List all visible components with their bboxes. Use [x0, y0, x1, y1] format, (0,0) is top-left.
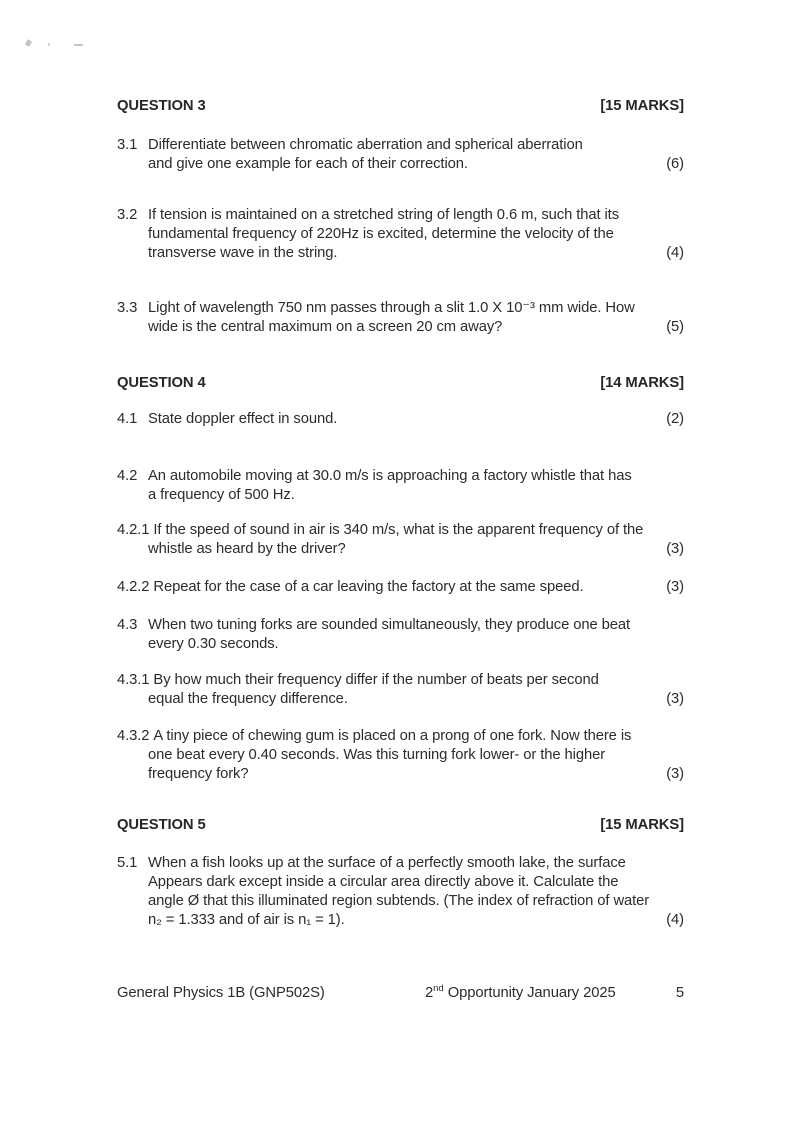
question-3-total-marks: [15 MARKS]: [600, 98, 684, 114]
page-content: [117, 97, 684, 1003]
item-number: 3.2: [117, 207, 138, 223]
item-text-line: State doppler effect in sound.: [148, 411, 338, 427]
item-text-line: By how much their frequency differ if the number of beats per second: [153, 672, 599, 688]
item-text-line: one beat every 0.40 seconds. Was this turning fork lower- or the higher: [148, 747, 606, 763]
item-number: 4.2: [117, 468, 138, 484]
question-4-heading: [117, 374, 684, 393]
item-text-line: fundamental frequency of 220Hz is excited, determine the velocity of the: [148, 226, 614, 242]
item-number: 4.3.2: [117, 728, 150, 744]
question-item-5-1: [117, 854, 684, 930]
scan-artifact: [48, 43, 50, 46]
item-text-line: Differentiate between chromatic aberration and spherical aberration: [148, 137, 583, 153]
question-item-4-2: [117, 467, 684, 505]
item-text-line: angle Ø that this illuminated region subtends. (The index of refraction of water: [148, 893, 650, 909]
scan-artifact: [74, 44, 83, 46]
item-text-line: and give one example for each of their correction.: [148, 156, 468, 172]
footer-course-code: General Physics 1B (GNP502S): [117, 985, 325, 1001]
footer-session-ordinal: nd: [433, 983, 444, 995]
question-5-total-marks: [15 MARKS]: [600, 817, 684, 833]
question-item-4-3-1: [117, 671, 684, 709]
item-text-line: whistle as heard by the driver?: [148, 541, 346, 557]
question-item-3-2: [117, 206, 684, 263]
question-4-title: QUESTION 4: [117, 375, 206, 391]
item-text-line: An automobile moving at 30.0 m/s is approaching a factory whistle that has: [148, 468, 632, 484]
item-text-line: equal the frequency difference.: [148, 691, 348, 707]
item-text-line: Light of wavelength 750 nm passes through a slit 1.0 X 10⁻³ mm wide. How: [148, 300, 635, 316]
item-number: 4.2.1: [117, 522, 150, 538]
item-text-line: frequency fork?: [148, 766, 249, 782]
item-text-line: every 0.30 seconds.: [148, 636, 279, 652]
item-text-line: If tension is maintained on a stretched string of length 0.6 m, such that its: [148, 207, 619, 223]
question-item-4-2-1: [117, 521, 684, 559]
item-text-line: Repeat for the case of a car leaving the factory at the same speed.: [153, 579, 584, 595]
item-marks: (6): [666, 156, 684, 172]
question-item-4-3-2: [117, 727, 684, 784]
question-item-4-3: [117, 616, 684, 654]
question-item-4-2-2: [117, 578, 684, 597]
item-marks: (3): [666, 691, 684, 707]
footer-page-number: 5: [675, 985, 684, 1001]
scan-artifact: [25, 39, 32, 47]
item-number: 4.1: [117, 411, 138, 427]
footer-session-rest: Opportunity January 2025: [443, 985, 616, 1001]
question-5-heading: [117, 816, 684, 835]
question-5-title: QUESTION 5: [117, 817, 206, 833]
item-marks: (2): [666, 411, 684, 427]
item-text-line: transverse wave in the string.: [148, 245, 338, 261]
page-footer: [117, 984, 684, 1003]
item-number: 4.3: [117, 617, 138, 633]
item-number: 5.1: [117, 855, 138, 871]
item-text-line: When a fish looks up at the surface of a perfectly smooth lake, the surface: [148, 855, 626, 871]
item-number: 4.2.2: [117, 579, 150, 595]
question-3-title: QUESTION 3: [117, 98, 206, 114]
item-marks: (3): [666, 766, 684, 782]
item-text-line: A tiny piece of chewing gum is placed on a prong of one fork. Now there is: [153, 728, 632, 744]
item-marks: (5): [666, 319, 684, 335]
item-number: 3.3: [117, 300, 138, 316]
question-3-heading: [117, 97, 684, 116]
question-item-3-3: [117, 299, 684, 337]
item-text-line: Appears dark except inside a circular area directly above it. Calculate the: [148, 874, 619, 890]
question-4-total-marks: [14 MARKS]: [600, 375, 684, 391]
item-number: 3.1: [117, 137, 138, 153]
item-text-line: If the speed of sound in air is 340 m/s, what is the apparent frequency of the: [153, 522, 644, 538]
item-marks: (4): [666, 912, 684, 928]
item-text-line: n₂ = 1.333 and of air is n₁ = 1).: [148, 912, 345, 928]
item-number: 4.3.1: [117, 672, 150, 688]
question-item-3-1: [117, 136, 684, 174]
footer-session-prefix: 2: [425, 985, 434, 1001]
item-marks: (3): [666, 579, 684, 595]
item-text-line: a frequency of 500 Hz.: [148, 487, 295, 503]
question-item-4-1: [117, 410, 684, 429]
item-marks: (4): [666, 245, 684, 261]
footer-session: [425, 984, 646, 1003]
item-text-line: wide is the central maximum on a screen 20 cm away?: [148, 319, 503, 335]
item-text-line: When two tuning forks are sounded simultaneously, they produce one beat: [148, 617, 631, 633]
item-marks: (3): [666, 541, 684, 557]
